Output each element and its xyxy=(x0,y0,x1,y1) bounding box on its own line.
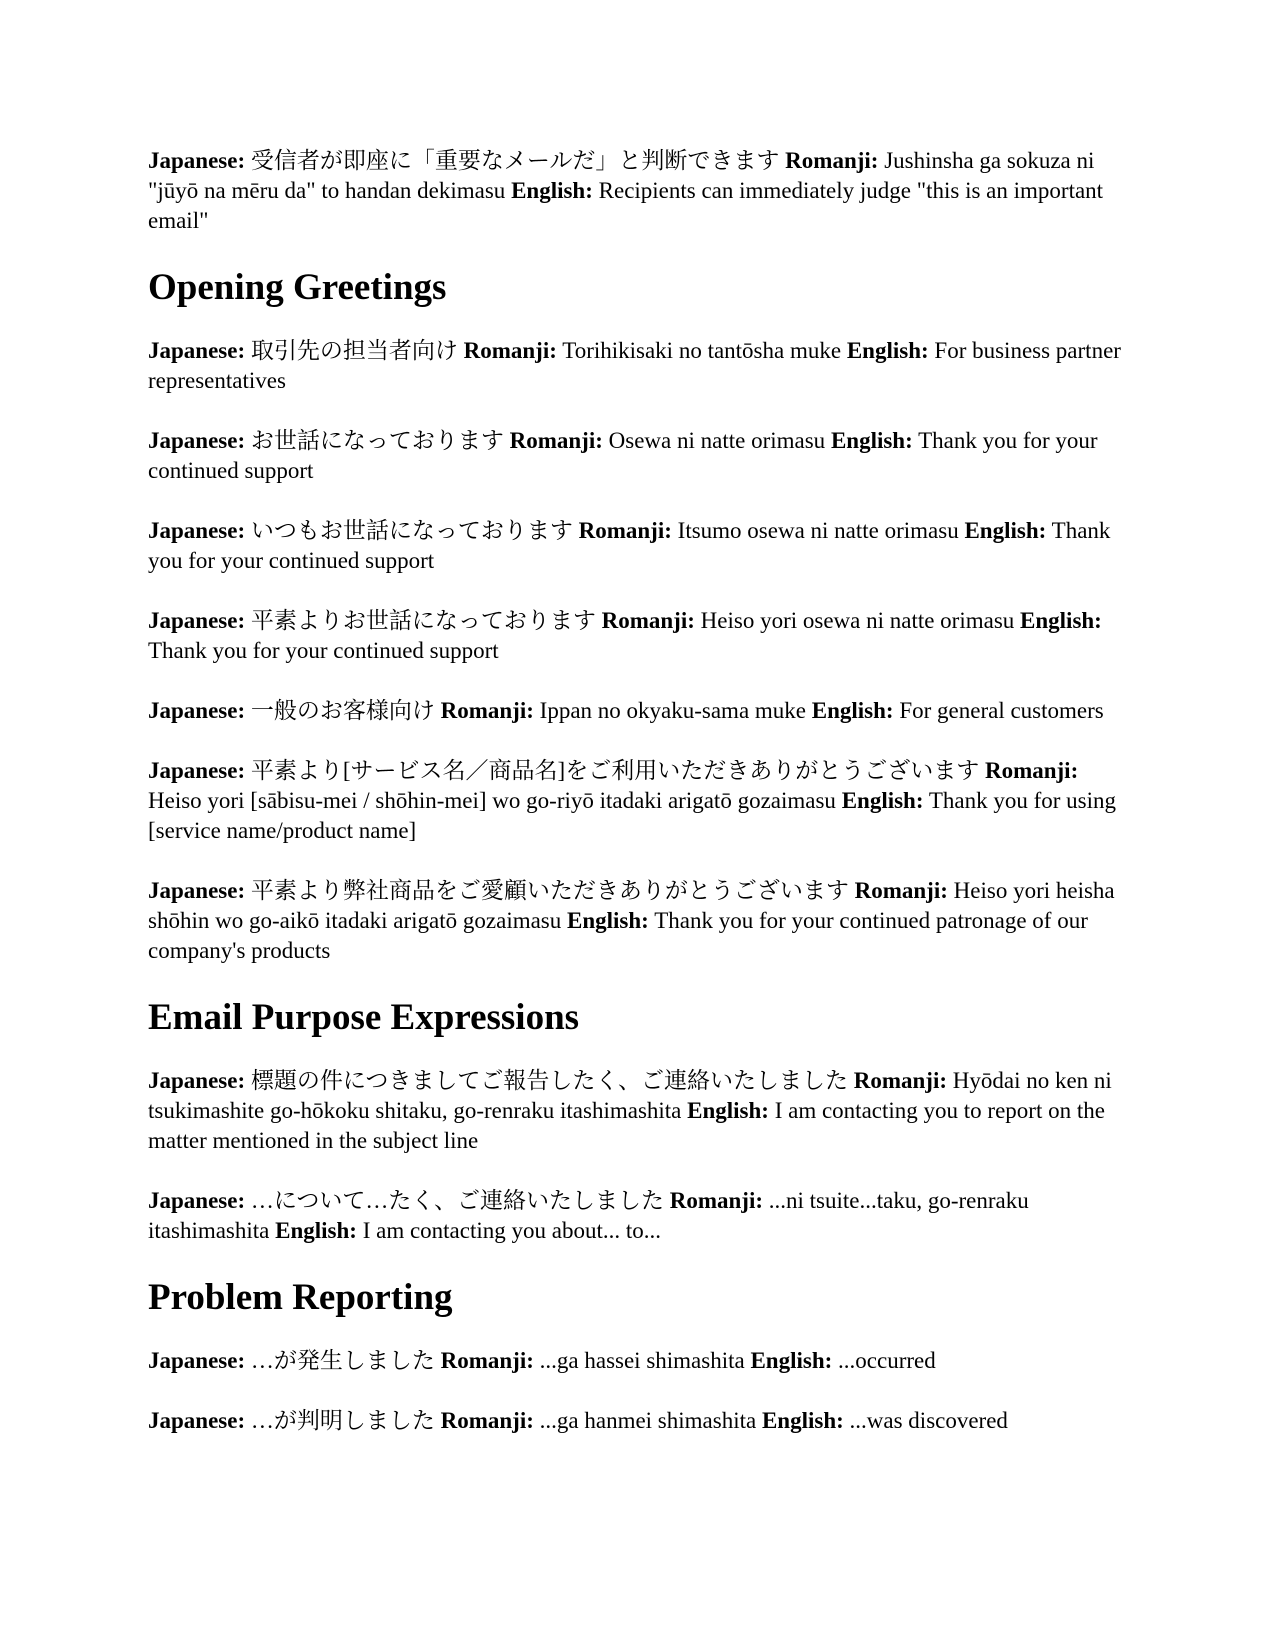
english-text: Thank you for your continued patronage of our company's products xyxy=(148,908,1088,963)
phrase-entry xyxy=(148,1406,1128,1436)
english-label: English: xyxy=(687,1098,769,1123)
english-label: English: xyxy=(811,698,894,723)
english-text: For business partner representatives xyxy=(148,338,1121,393)
phrase-entry xyxy=(148,336,1128,396)
english-label: English: xyxy=(1020,608,1102,633)
japanese-label: Japanese: xyxy=(148,608,246,633)
japanese-label: Japanese: xyxy=(148,148,246,173)
english-label: English: xyxy=(761,1408,844,1433)
english-text: For general customers xyxy=(899,698,1104,723)
english-text: ...occurred xyxy=(838,1348,936,1373)
romanji-label: Romanji: xyxy=(578,518,672,543)
section-heading-email-purpose-expressions: Email Purpose Expressions xyxy=(148,997,580,1038)
english-text: I am contacting you to report on the matter mentioned in the subject line xyxy=(148,1098,1105,1153)
english-label: English: xyxy=(750,1348,833,1373)
romanji-label: Romanji: xyxy=(440,698,534,723)
phrase-entry xyxy=(148,696,1128,726)
japanese-label: Japanese: xyxy=(148,338,246,363)
japanese-text: …について…たく、ご連絡いたしました xyxy=(250,1188,664,1213)
english-label: English: xyxy=(830,428,913,453)
romanji-text: ...ga hanmei shimashita xyxy=(539,1408,757,1433)
romanji-text: Heiso yori osewa ni natte orimasu xyxy=(700,608,1015,633)
romanji-label: Romanji: xyxy=(785,148,879,173)
phrase-entry xyxy=(148,876,1128,966)
romanji-label: Romanji: xyxy=(463,338,557,363)
romanji-text: Osewa ni natte orimasu xyxy=(608,428,826,453)
japanese-label: Japanese: xyxy=(148,698,246,723)
section-heading-opening-greetings: Opening Greetings xyxy=(148,267,447,308)
phrase-entry xyxy=(148,426,1128,486)
japanese-text: …が判明しました xyxy=(250,1408,435,1433)
japanese-label: Japanese: xyxy=(148,1068,246,1093)
phrase-entry xyxy=(148,606,1128,666)
romanji-label: Romanji: xyxy=(984,758,1079,783)
japanese-text: 平素より弊社商品をご愛顧いただきありがとうございます xyxy=(250,878,849,903)
phrase-entry xyxy=(148,146,1128,236)
phrase-entry xyxy=(148,1186,1128,1246)
romanji-label: Romanji: xyxy=(669,1188,763,1213)
english-text: Thank you for your continued support xyxy=(148,638,499,663)
japanese-text: 平素より[サービス名／商品名]をご利用いただきありがとうございます xyxy=(250,758,980,783)
english-label: English: xyxy=(964,518,1047,543)
phrase-entry xyxy=(148,1346,1128,1376)
english-text: Thank you for your continued support xyxy=(148,428,1098,483)
english-text: Thank you for your continued support xyxy=(148,518,1111,573)
japanese-text: 取引先の担当者向け xyxy=(250,338,458,363)
romanji-text: Hyōdai no ken ni tsukimashite go-hōkoku shitaku, go-renraku itashimashita xyxy=(148,1068,1112,1123)
romanji-text: Torihikisaki no tantōsha muke xyxy=(562,338,842,363)
romanji-label: Romanji: xyxy=(601,608,695,633)
japanese-label: Japanese: xyxy=(148,1188,246,1213)
english-label: English: xyxy=(275,1218,357,1243)
romanji-text: Itsumo osewa ni natte orimasu xyxy=(677,518,959,543)
romanji-label: Romanji: xyxy=(440,1408,534,1433)
romanji-label: Romanji: xyxy=(509,428,603,453)
japanese-label: Japanese: xyxy=(148,878,246,903)
japanese-label: Japanese: xyxy=(148,1348,246,1373)
japanese-text: …が発生しました xyxy=(250,1348,435,1373)
english-text: I am contacting you about... to... xyxy=(362,1218,661,1243)
phrase-entry xyxy=(148,756,1128,846)
romanji-text: Heiso yori [sābisu-mei / shōhin-mei] wo go-riyō itadaki arigatō gozaimasu xyxy=(148,788,836,813)
english-text: Recipients can immediately judge "this is an important email" xyxy=(148,178,1104,233)
japanese-text: 一般のお客様向け xyxy=(250,698,435,723)
romanji-label: Romanji: xyxy=(853,1068,947,1093)
japanese-text: 受信者が即座に「重要なメールだ」と判断できます xyxy=(250,148,780,173)
english-label: English: xyxy=(567,908,649,933)
romanji-text: ...ga hassei shimashita xyxy=(539,1348,745,1373)
phrase-entry xyxy=(148,516,1128,576)
japanese-text: 標題の件につきましてご報告したく、ご連絡いたしました xyxy=(250,1068,848,1093)
english-label: English: xyxy=(846,338,929,363)
japanese-label: Japanese: xyxy=(148,428,246,453)
japanese-text: お世話になっております xyxy=(250,428,504,453)
english-label: English: xyxy=(511,178,593,203)
japanese-label: Japanese: xyxy=(148,1408,246,1433)
english-label: English: xyxy=(841,788,924,813)
japanese-text: いつもお世話になっております xyxy=(250,518,573,543)
document-page xyxy=(148,146,1128,1466)
romanji-text: ...ni tsuite...taku, go-renraku itashimashita xyxy=(148,1188,1029,1243)
japanese-label: Japanese: xyxy=(148,518,246,543)
romanji-text: Heiso yori heisha shōhin wo go-aikō itadaki arigatō gozaimasu xyxy=(148,878,1115,933)
english-text: Thank you for using [service name/product name] xyxy=(148,788,1117,843)
romanji-text: Jushinsha ga sokuza ni "jūyō na mēru da" to handan dekimasu xyxy=(148,148,1095,203)
section-heading-problem-reporting: Problem Reporting xyxy=(148,1277,453,1318)
japanese-text: 平素よりお世話になっております xyxy=(250,608,596,633)
phrase-entry xyxy=(148,1066,1128,1156)
romanji-label: Romanji: xyxy=(854,878,948,903)
japanese-label: Japanese: xyxy=(148,758,246,783)
english-text: ...was discovered xyxy=(849,1408,1008,1433)
romanji-text: Ippan no okyaku-sama muke xyxy=(539,698,806,723)
romanji-label: Romanji: xyxy=(440,1348,534,1373)
